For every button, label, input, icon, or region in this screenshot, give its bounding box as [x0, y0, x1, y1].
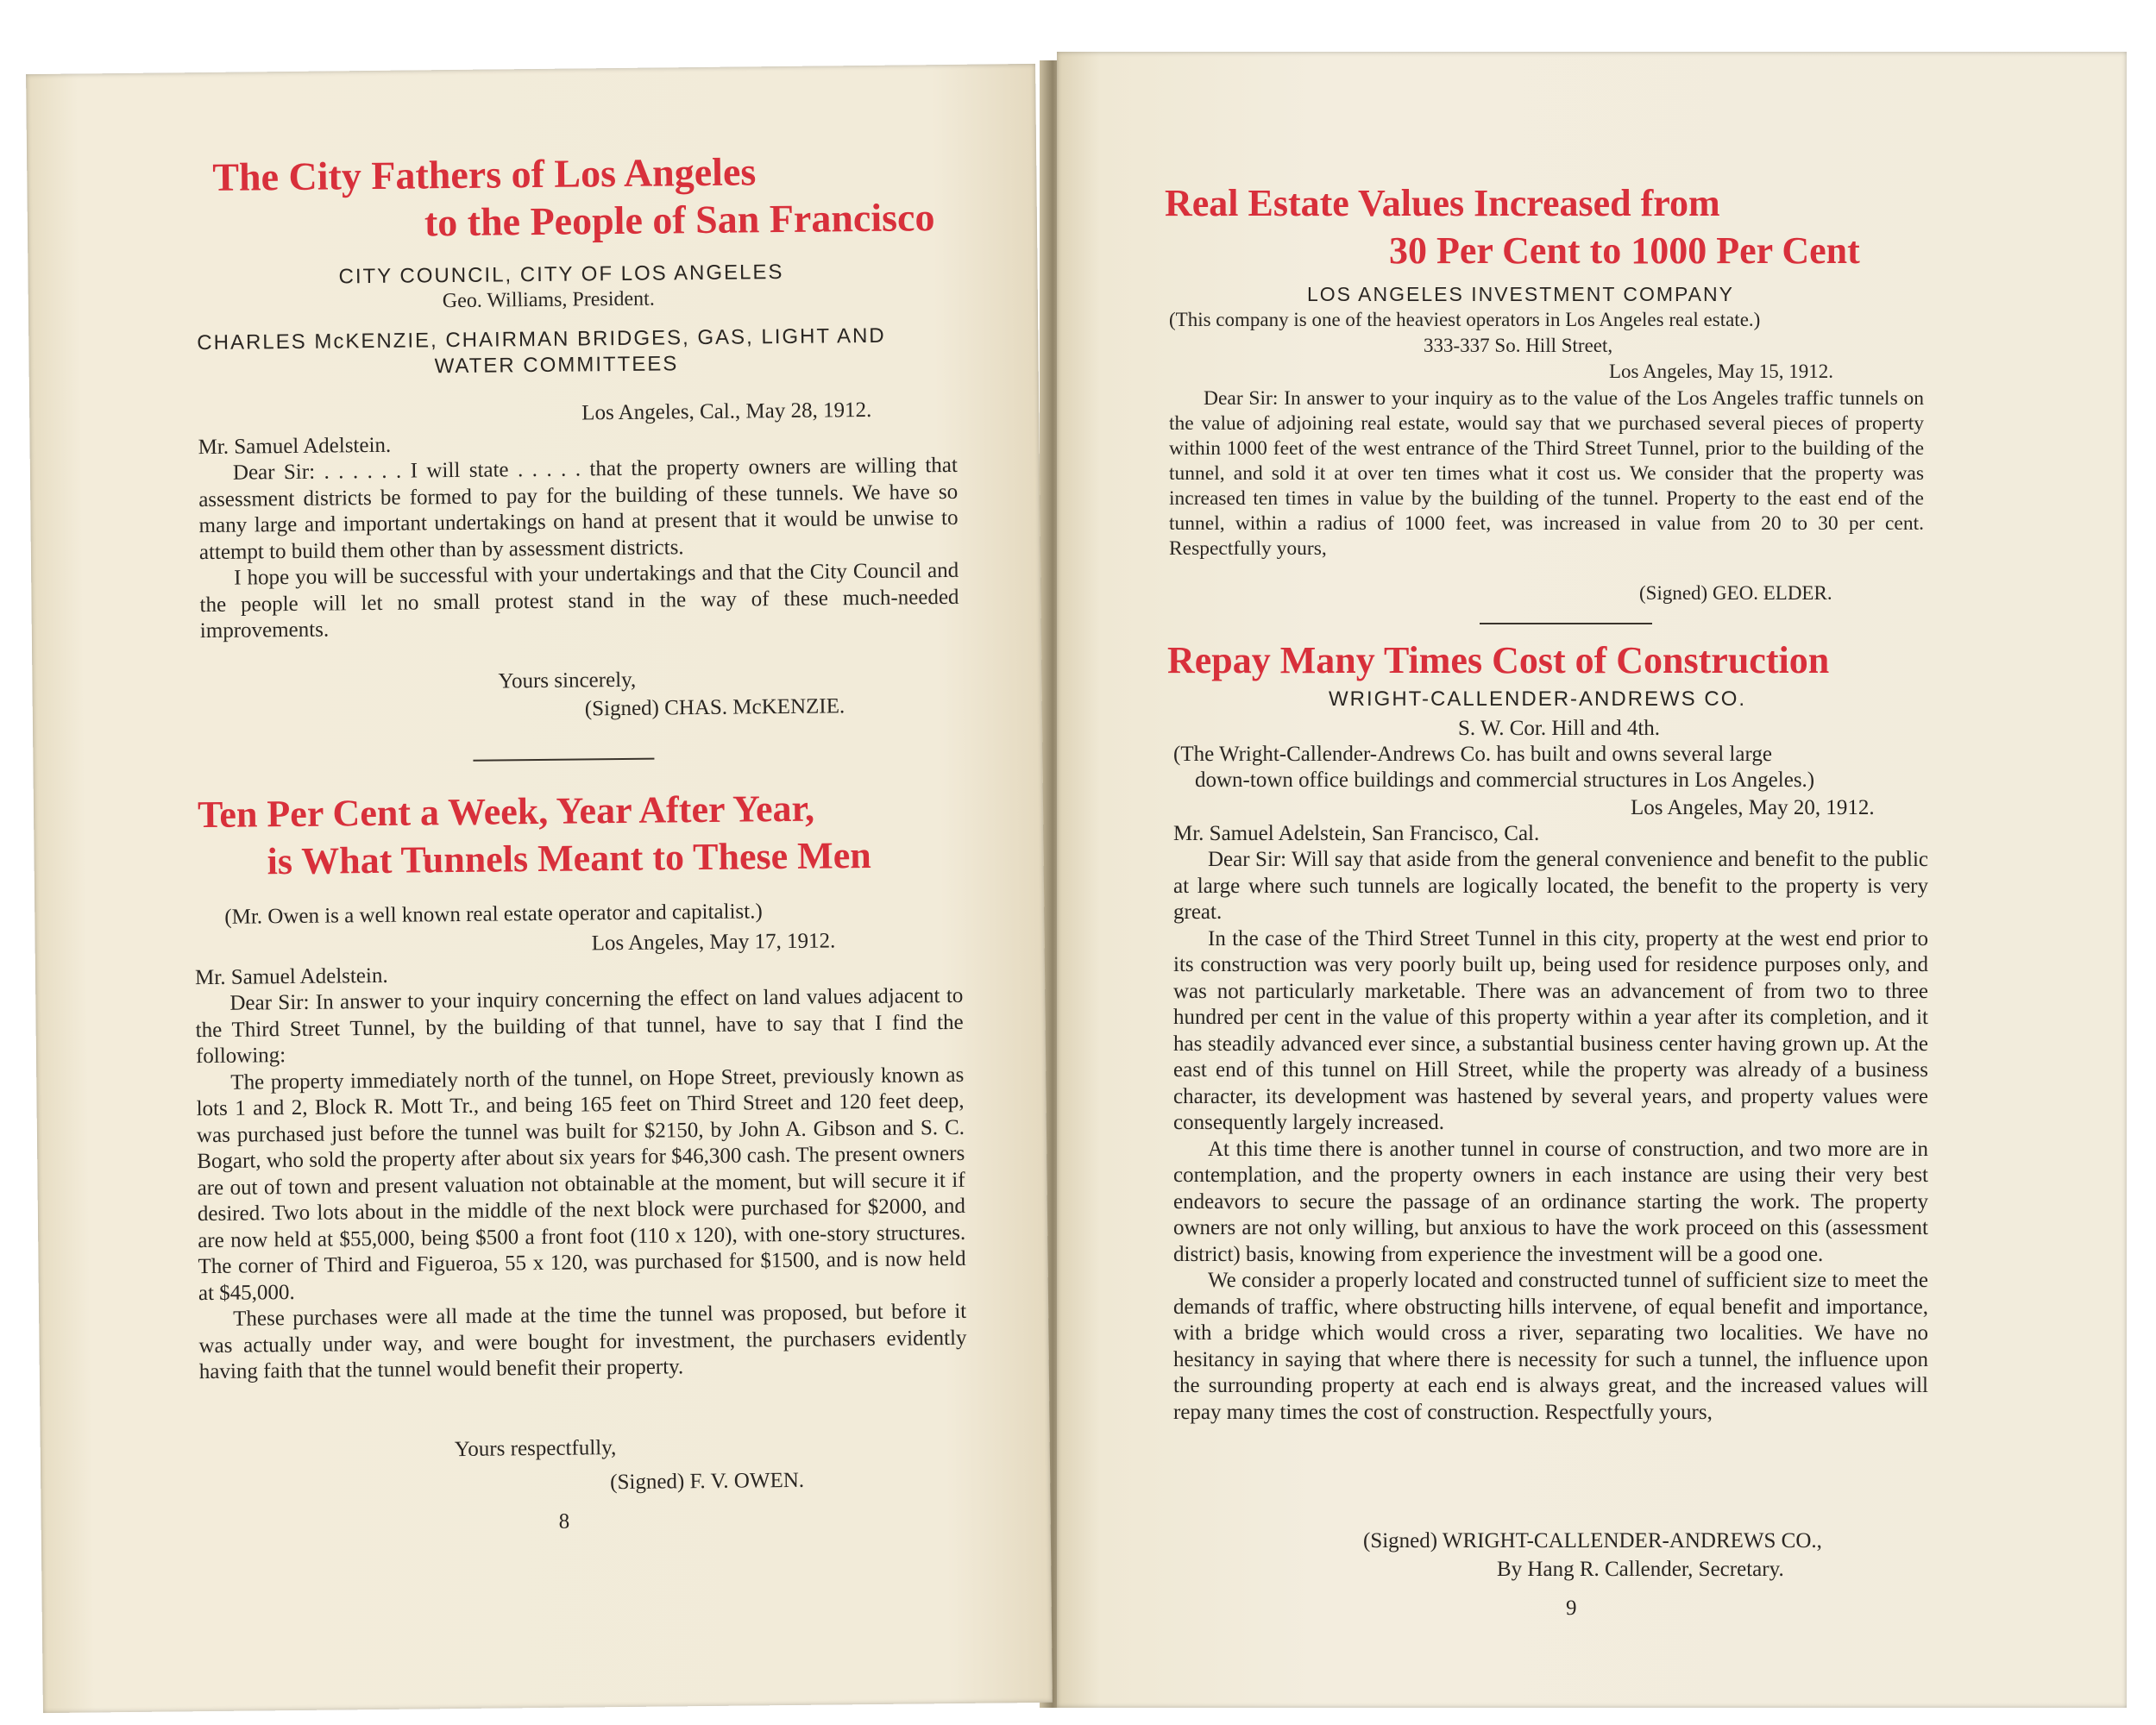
- org-president: Geo. Williams, President.: [442, 287, 655, 313]
- letter-paragraph: We consider a properly located and constructed tunnel of sufficient size to meet the demands of traffic, where obstructing hills intervene, of equal benefit and importance, with a bridge which would cross a river, separating two localities. We have no hesitancy in saying that where there is necessity for such a tunnel, the influence upon the surrounding property at each end is always great, and the increased values will repay many times the cost of construction. Respectfully yours,: [1173, 1269, 1928, 1424]
- letter-body: [198, 453, 959, 645]
- org-name: WRIGHT-CALLENDER-ANDREWS CO.: [1329, 687, 1747, 711]
- org-committees: WATER COMMITTEES: [434, 352, 679, 379]
- letter-paragraph: Dear Sir: . . . . . . I will state . . . . . that the property owners are willing that assessment districts be formed to pay for the building of these tunnels. We have so many large and important undertakings on hand at present that it would be unwise to attempt to build them other than by assessment districts.: [198, 453, 959, 564]
- letter-body: [1169, 386, 1924, 561]
- addressee: Mr. Samuel Adelstein, San Francisco, Cal.: [1173, 822, 1540, 845]
- page-number: 9: [1566, 1596, 1577, 1620]
- signature-by: By Hang R. Callender, Secretary.: [1497, 1558, 1784, 1581]
- letter-body: [195, 983, 967, 1386]
- section-title-line1: Ten Per Cent a Week, Year After Year,: [197, 787, 815, 837]
- org-note: down-town office buildings and commercial structures in Los Angeles.): [1195, 768, 1815, 792]
- letter-paragraph: I hope you will be successful with your undertakings and that the City Council and the people will let no small protest stand in the way of these much-needed improvements.: [199, 558, 959, 643]
- signature: (Signed) F. V. OWEN.: [610, 1468, 805, 1495]
- org-chairman: CHARLES McKENZIE, CHAIRMAN BRIDGES, GAS, LIGHT AND: [197, 323, 886, 355]
- letter-paragraph: The property immediately north of the tunnel, on Hope Street, previously known as lots 1 and 2, Block R. Mott Tr., and being 165 feet on Third Street and 120 feet deep, was purchased just before the tunnel was built for $2150, by John A. Gibson and S. C. Bogart, who sold the property after about six years for $46,300 cash. The present owners are out of town and present valuation not obtainable at the moment, but will secure it if desired. Two lots about in the middle of the next block were purchased for $2000, and are now held at $55,000, being $500 a front foot (110 x 120), with one-story structures. The corner of Third and Figueroa, 55 x 120, was purchased for $1500, and is now held at $45,000.: [196, 1063, 966, 1305]
- dateline: Los Angeles, May 20, 1912.: [1631, 796, 1875, 819]
- section-title-line2: to the People of San Francisco: [424, 195, 935, 245]
- org-note: (This company is one of the heaviest operators in Los Angeles real estate.): [1169, 309, 1761, 330]
- section-title-line1: Real Estate Values Increased from: [1165, 182, 1720, 224]
- author-note: (Mr. Owen is a well known real estate operator and capitalist.): [224, 900, 763, 929]
- closing: Yours sincerely,: [498, 668, 637, 693]
- letter-paragraph: These purchases were all made at the time the tunnel was proposed, but before it was actually under way, and were bought for investment, the purchasers evidently having faith that the tunnel would benefit their property.: [198, 1299, 967, 1384]
- section-divider: [473, 758, 654, 762]
- dateline: Los Angeles, May 15, 1912.: [1609, 361, 1834, 382]
- letter-paragraph: Dear Sir: In answer to your inquiry as to the value of the Los Angeles traffic tunnels on the value of adjoining real estate, would say that we purchased several pieces of property within 1000 feet of the west entrance of the Third Street Tunnel, prior to the building of the tunnel, and sold it at over ten times what it cost us. We consider that the property was increased ten times in value by the building of the tunnel. Property to the east end of the tunnel, within a radius of 1000 feet, was increased in value from 20 to 30 per cent. Respectfully yours,: [1169, 387, 1924, 560]
- org-name: CITY COUNCIL, CITY OF LOS ANGELES: [338, 260, 784, 289]
- letter-paragraph: Dear Sir: In answer to your inquiry concerning the effect on land values adjacent to the Third Street Tunnel, by the building of that tunnel, have to say that I find the following:: [195, 983, 964, 1069]
- signature: (Signed) CHAS. McKENZIE.: [584, 694, 845, 721]
- org-name: LOS ANGELES INVESTMENT COMPANY: [1307, 283, 1734, 305]
- addressee: Mr. Samuel Adelstein.: [194, 963, 388, 990]
- section-title: Repay Many Times Cost of Construction: [1167, 639, 1830, 681]
- closing: Yours respectfully,: [454, 1436, 617, 1462]
- address: 333-337 So. Hill Street,: [1424, 335, 1613, 356]
- right-page: [1057, 52, 2127, 1708]
- section-title-line2: 30 Per Cent to 1000 Per Cent: [1389, 229, 1860, 272]
- page-number: 8: [558, 1509, 570, 1534]
- dateline: Los Angeles, Cal., May 28, 1912.: [581, 398, 872, 425]
- signature: (Signed) WRIGHT-CALLENDER-ANDREWS CO.,: [1363, 1529, 1822, 1552]
- signature: (Signed) GEO. ELDER.: [1639, 582, 1832, 604]
- letter-paragraph: At this time there is another tunnel in course of construction, and two more are in contemplation, and the property owners in each instance are using their very best endeavors to secure the passage of an ordinance starting the work. The property owners are not only willing, but anxious to have the work proceed on this (assessment district) basis, knowing from experience the investment will be a good one.: [1173, 1137, 1928, 1266]
- section-divider: [1480, 623, 1652, 624]
- letter-body: [1173, 847, 1928, 1426]
- left-page: [26, 64, 1053, 1713]
- addressee: Mr. Samuel Adelstein.: [198, 433, 392, 460]
- address: S. W. Cor. Hill and 4th.: [1458, 717, 1661, 740]
- letter-paragraph: Dear Sir: Will say that aside from the general convenience and benefit to the public at large where such tunnels are logically located, the benefit to the property is very great.: [1173, 848, 1928, 924]
- org-note: (The Wright-Callender-Andrews Co. has built and owns several large: [1173, 743, 1772, 766]
- dateline: Los Angeles, May 17, 1912.: [591, 929, 836, 956]
- section-title-line2: is What Tunnels Meant to These Men: [267, 833, 871, 883]
- section-title-line1: The City Fathers of Los Angeles: [212, 149, 757, 199]
- letter-paragraph: In the case of the Third Street Tunnel in this city, property at the west end prior to its construction was very poorly built up, being used for residence purposes only, and was not particularly marketable. There was an advancement of from two to three hundred per cent in the value of this property within a year after its completion, and it has steadily advanced ever since, a substantial business center having grown up. At the east end of this tunnel on Hill Street, while the property was already of a business character, its development was hastened by several years, and property values were consequently largely increased.: [1173, 926, 1928, 1134]
